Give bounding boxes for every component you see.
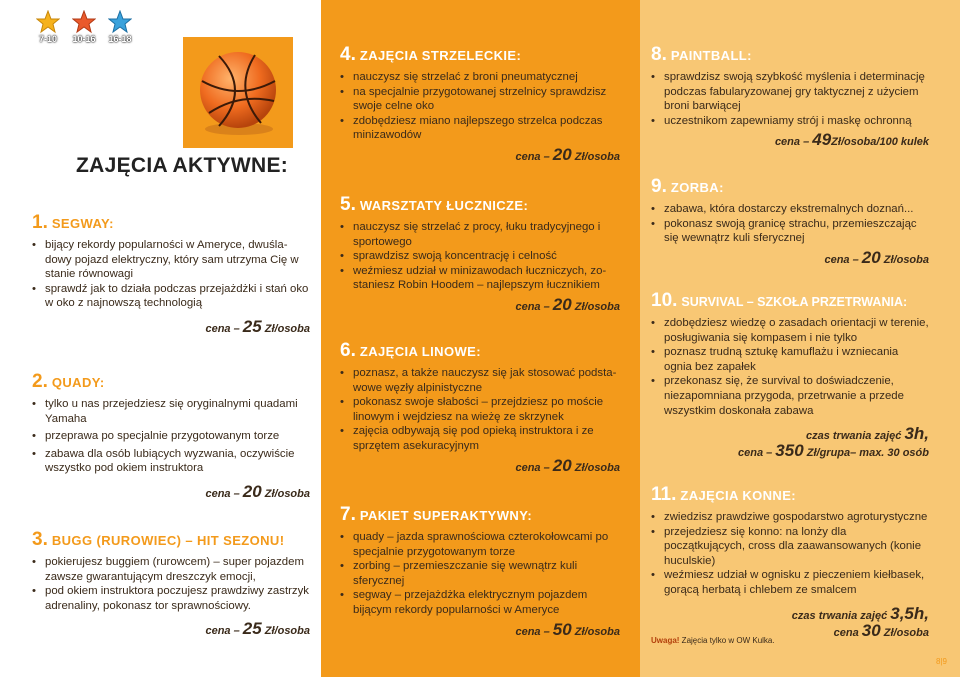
section-title: ZAJĘCIA LINOWE: [359,344,481,359]
price [32,317,310,337]
section-list [651,70,929,128]
price [340,145,620,165]
list-item: • pokonasz swoje słabości – przejdziesz po moście linowym i wejdziesz na wieżę ze skrzynek [340,395,620,424]
section-list [340,530,620,618]
age-badge-label: 16-18 [108,34,132,44]
section-list [651,202,929,246]
section-bugg [32,529,310,639]
star-icon [36,10,60,34]
age-badge-7-10 [33,10,63,44]
star-icon [72,10,96,34]
section-heading [340,194,620,216]
price-value: 25 [242,619,262,639]
page-numbers: 8|9 [936,657,947,666]
section-list [651,316,929,418]
price-prefix: cena – [774,136,810,149]
section-title: WARSZTATY ŁUCZNICZE: [359,198,529,213]
section-number: 9. [651,176,667,197]
duration-value: 3,5h, [890,603,929,623]
price-prefix: cena – [824,253,859,266]
price-value: 350 [775,441,804,461]
list-item: • poznasz trudną sztukę kamuflażu i wzniecania ognia bez zapałek [651,345,929,374]
list-item: • zwiedzisz prawdziwe gospodarstwo agroturystyczne [651,510,929,525]
section-survival [651,290,929,461]
price-unit: Zł/osoba [574,461,620,474]
section-title: ZAJĘCIA KONNE: [680,488,796,503]
section-heading [651,44,929,66]
list-item: • sprawdzisz swoją koncentrację i celność [340,249,620,264]
price-value: 49 [812,130,832,150]
list-item: • sprawdź jak to działa podczas przejażdżki i stań oko w oko z najnowszą technologią [32,282,310,311]
list-item: • zabawa, która dostarczy ekstremalnych doznań... [651,202,929,217]
duration-value: 3h, [904,424,929,444]
age-badges [33,10,135,44]
basketball-image [183,37,293,148]
section-number: 3. [32,529,48,550]
age-badge-10-16 [69,10,99,44]
section-heading [651,484,929,506]
section-heading [32,529,310,551]
list-item: • bijący rekordy popularności w Ameryce, dwuśladowy pojazd elektryczny, który sam utrzyma Cię w stanie równowagi [32,238,310,282]
star-icon [108,10,132,34]
section-paintball [651,44,929,150]
price-value: 50 [552,619,572,639]
list-item: • nauczysz się strzelać z broni pneumatycznej [340,70,620,85]
section-number: 1. [32,212,48,233]
list-item: • zabawa dla osób lubiących wyzwania, oczywiście wszystko pod okiem instruktora [32,447,310,476]
section-title: QUADY: [51,375,105,390]
price-prefix: cena – [205,322,240,335]
price-value: 20 [552,455,572,475]
list-item: • segway – przejażdżka elektrycznym pojazdem bijącym rekordy popularności w Ameryce [340,588,620,617]
list-item: • na specjalnie przygotowanej strzelnicy sprawdzisz swoje celne oko [340,85,620,114]
section-zajecia-linowe [340,340,620,476]
age-badge-16-18 [105,10,135,44]
section-heading [32,212,310,234]
section-number: 11. [651,484,677,505]
price-value: 20 [552,144,572,164]
list-item: • zdobędziesz wiedzę o zasadach orientacji w terenie, posługiwania się kompasem i nie tylko [651,316,929,345]
price-prefix: cena – [515,150,550,163]
section-heading [651,290,929,312]
list-item: • sprawdzisz swoją szybkość myślenia i determinację podczas fabularyzowanej gry taktycznej z użyciem broni barwiącej [651,70,929,114]
section-number: 2. [32,371,48,392]
section-zajecia-strzeleckie [340,44,620,165]
price-prefix: cena – [737,447,773,460]
section-title: PAKIET SUPERAKTYWNY: [359,508,533,523]
price-prefix: cena – [515,625,550,638]
list-item: • zdobędziesz miano najlepszego strzelca podczas minizawodów [340,114,620,143]
section-zorba [651,176,929,268]
list-item: • uczestnikom zapewniamy strój i maskę ochronną [651,114,929,129]
list-item: • przejedziesz się konno: na lonży dla początkujących, cross dla zaawansowanych (konie huculskie) [651,525,929,569]
price-value: 25 [242,316,262,336]
price [651,130,929,150]
section-heading [340,340,620,362]
price-unit: Zł/osoba [883,253,929,266]
price [340,295,620,315]
price-prefix: cena [833,626,859,639]
price-prefix: cena – [515,461,550,474]
section-title: ZORBA: [670,180,724,195]
price-unit: Zł/grupa– max. 30 osób [806,447,929,460]
section-warsztaty-lucznicze [340,194,620,315]
page-title: ZAJĘCIA AKTYWNE: [76,154,289,177]
list-item: • pokierujesz buggiem (rurowcem) – super pojazdem zawsze gwarantującym dreszczyk emocji, [32,555,310,584]
price-value: 30 [861,620,881,640]
section-list [340,70,620,143]
note-warning: Uwaga! [651,636,680,645]
section-list [32,397,310,476]
list-item: • pokonasz swoją granicę strachu, przemieszczając się wewnątrz kuli sferycznej [651,217,929,246]
list-item: • pod okiem instruktora poczujesz prawdziwy zastrzyk adrenaliny, pokonasz tor sprawnościowy. [32,584,310,613]
list-item: • zajęcia odbywają się pod opieką instruktora i ze sprzętem asekuracyjnym [340,424,620,453]
price-value: 20 [242,481,262,501]
section-number: 10. [651,290,678,311]
section-zajecia-konne [651,484,929,641]
price-unit: Zł/osoba/100 kulek [831,136,929,149]
age-badge-label: 7-10 [38,34,57,44]
basketball-icon [189,43,287,141]
section-heading [340,44,620,66]
section-list [340,366,620,454]
section-quady [32,371,310,502]
price-prefix: cena – [205,625,240,638]
list-item: • przeprawa po specjalnie przygotowanym torze [32,429,310,444]
price-prefix: cena – [205,487,240,500]
price [32,619,310,639]
price-unit: Zł/osoba [574,625,620,638]
price [651,441,929,461]
price-unit: Zł/osoba [264,487,310,500]
list-item: • przekonasz się, że survival to doświadczenie, niezapomniana przygoda, przetrwanie a przede wszystkim doskonała zabawa [651,374,929,418]
duration-prefix: czas trwania zajęć [805,430,902,443]
price-unit: Zł/osoba [574,150,620,163]
section-number: 4. [340,44,356,65]
section-list [340,220,620,293]
price [340,620,620,640]
section-list [32,238,310,311]
price [32,482,310,502]
section-title: SEGWAY: [51,216,114,231]
footer-note [651,636,775,645]
section-heading [32,371,310,393]
price [340,456,620,476]
section-title: ZAJĘCIA STRZELECKIE: [359,48,522,63]
section-list [651,510,929,598]
age-badge-label: 10-16 [72,34,96,44]
duration-prefix: czas trwania zajęć [791,609,888,622]
list-item: • weźmiesz udział w ognisku z pieczeniem kiełbasek, gorącą herbatą i chlebem ze smalcem [651,568,929,597]
section-heading [651,176,929,198]
section-number: 5. [340,194,356,215]
section-number: 6. [340,340,356,361]
price-unit: Zł/osoba [574,300,620,313]
price-unit: Zł/osoba [264,625,310,638]
section-title: BUGG (RUROWIEC) – HIT SEZONU! [51,533,285,548]
section-number: 8. [651,44,667,65]
list-item: • weźmiesz udział w minizawodach łuczniczych, zostaniesz Robin Hoodem – najlepszym łucznikiem [340,264,620,293]
section-number: 7. [340,504,356,525]
section-list [32,555,310,613]
price-unit: Zł/osoba [883,626,929,639]
price-value: 20 [861,247,881,267]
section-heading [340,504,620,526]
list-item: • quady – jazda sprawnościowa czterokołowcami po specjalnie przygotowanym torze [340,530,620,559]
note-text: Zajęcia tylko w OW Kulka. [679,636,775,645]
list-item: • zorbing – przemieszczanie się wewnątrz kuli sferycznej [340,559,620,588]
section-pakiet-superaktywny [340,504,620,640]
section-title: SURVIVAL – SZKOŁA PRZETRWANIA: [681,295,908,309]
price-prefix: cena – [515,300,550,313]
price [651,248,929,268]
list-item: • nauczysz się strzelać z procy, łuku tradycyjnego i sportowego [340,220,620,249]
section-segway [32,212,310,337]
list-item: • poznasz, a także nauczysz się jak stosować podstawowe węzły alpinistyczne [340,366,620,395]
list-item: • tylko u nas przejedziesz się oryginalnymi quadami Yamaha [32,397,310,426]
section-title: PAINTBALL: [670,48,752,63]
price-unit: Zł/osoba [264,322,310,335]
price-value: 20 [552,294,572,314]
